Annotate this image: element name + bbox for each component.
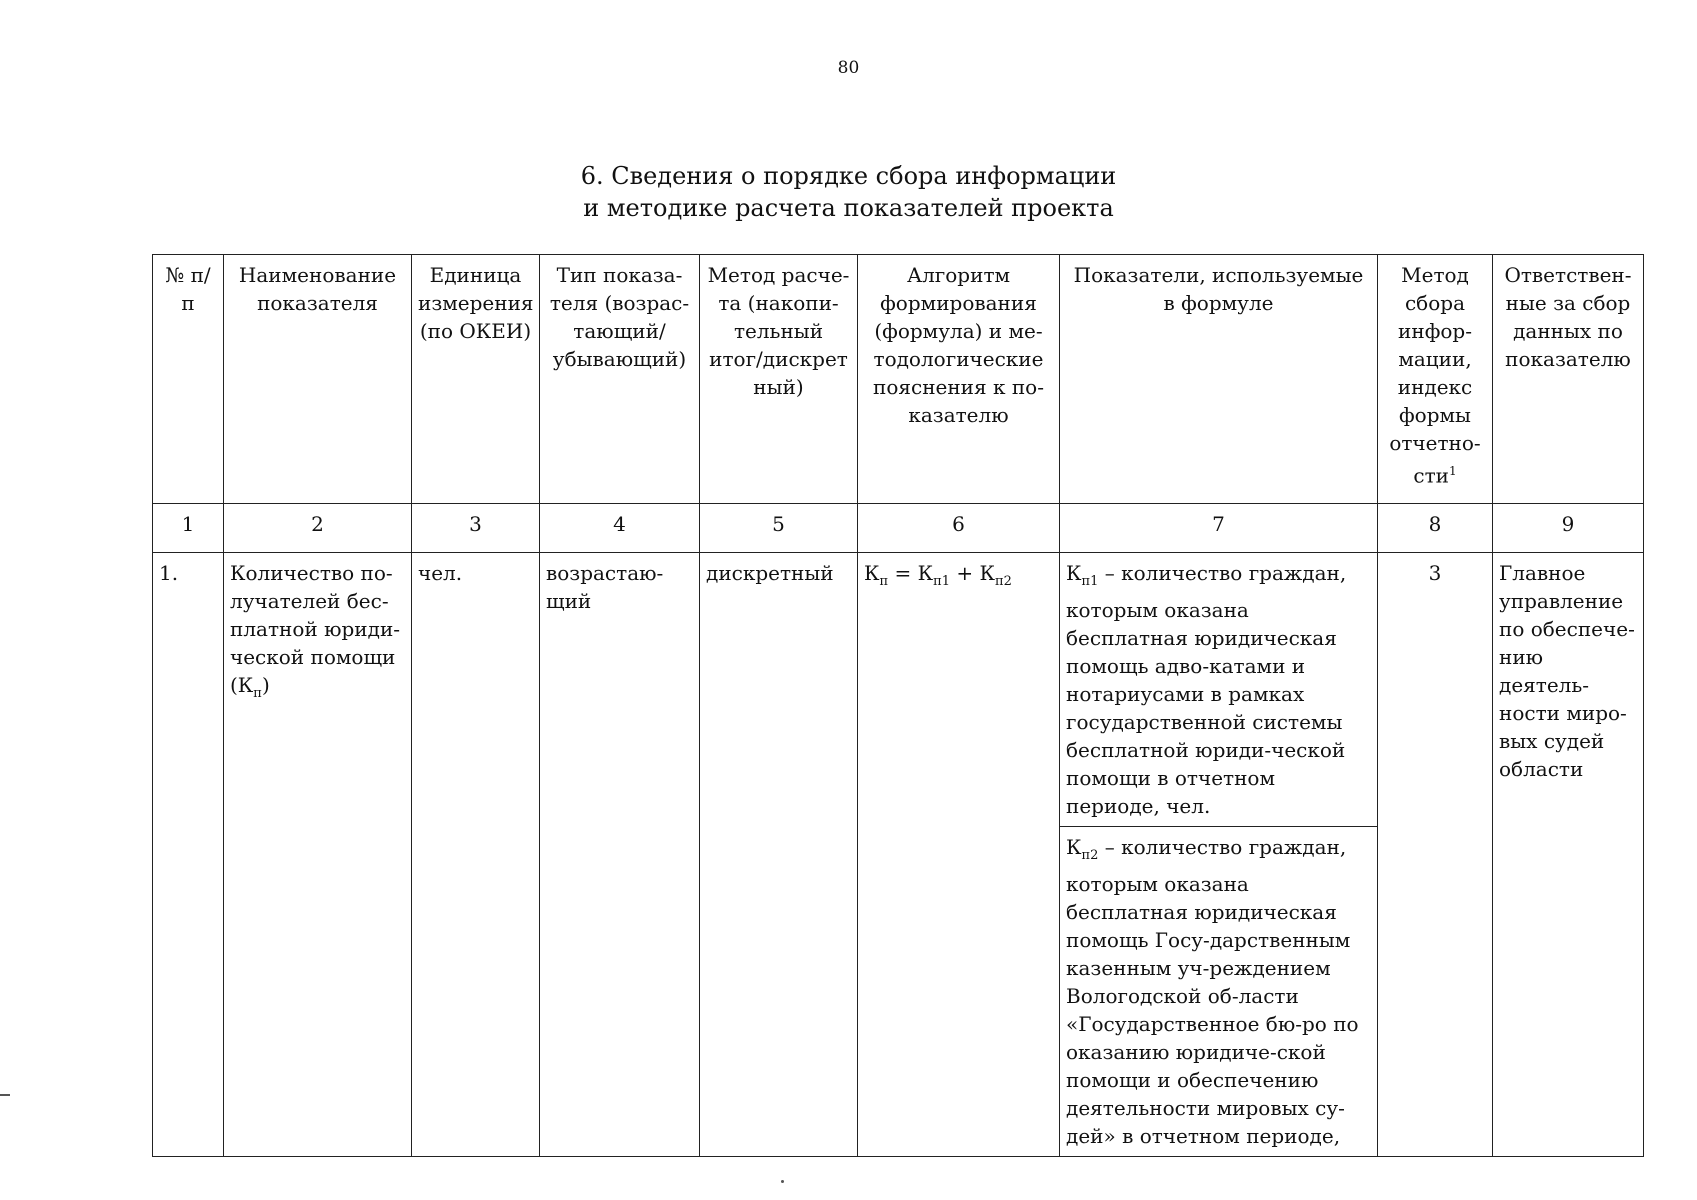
- header-name: Наименование показателя: [224, 255, 412, 504]
- header-unit: Единица измерения (по ОКЕИ): [412, 255, 540, 504]
- header-indicators: Показатели, используемые в формуле: [1060, 255, 1378, 504]
- col-number: 3: [412, 504, 540, 553]
- header-responsible: Ответствен-ные за сбор данных по показателю: [1493, 255, 1644, 504]
- row-responsible: Главное управление по обеспече-нию деятель-ности миро-вых судей области: [1493, 553, 1644, 1157]
- footnote-mark: 1: [1448, 464, 1457, 478]
- row-indicator-kp1: $К_{п1}$ – количество граждан, которым оказана бесплатная юридическая помощь адво-катами и нотариусами в рамках государственной системы бесплатной юриди-ческой помощи в отчетном периоде, чел.: [1060, 553, 1378, 827]
- col-number: 7: [1060, 504, 1378, 553]
- row-unit: чел.: [412, 553, 540, 1157]
- col-number: 4: [540, 504, 700, 553]
- column-numbers-row: [153, 504, 1644, 553]
- col-number: 2: [224, 504, 412, 553]
- col-number: 9: [1493, 504, 1644, 553]
- header-collect-text: Метод сбора инфор-мации, индекс формы отчетно-сти: [1389, 263, 1481, 488]
- header-row: [153, 255, 1644, 504]
- col-number: 5: [700, 504, 858, 553]
- row-indicator-kp2: $К_{п2}$ – количество граждан, которым оказана бесплатная юридическая помощь Госу-дарственным казенным уч-реждением Вологодской об-ласти «Государственное бю-ро по оказанию юридиче-ской помощи и обеспечению деятельности мировых су-дей» в отчетном периоде,: [1060, 827, 1378, 1157]
- header-collect: [1378, 255, 1493, 504]
- table-row: [153, 553, 1644, 827]
- row-type: возрастаю-щий: [540, 553, 700, 1157]
- row-formula: $К_п = К_{п1} + К_{п2}$: [858, 553, 1060, 1157]
- title-line-2: и методике расчета показателей проекта: [583, 194, 1114, 222]
- col-number: 6: [858, 504, 1060, 553]
- indicators-table: [152, 254, 1644, 1157]
- page-title: [0, 160, 1697, 224]
- header-method: Метод расче-та (накопи-тельный итог/дискрет ный): [700, 255, 858, 504]
- row-collect-method: 3: [1378, 553, 1493, 1157]
- page-number: 80: [837, 58, 860, 78]
- col-number: 1: [153, 504, 224, 553]
- row-num: 1.: [153, 553, 224, 1157]
- header-type: Тип показа-теля (возрас-тающий/ убывающий): [540, 255, 700, 504]
- row-indicator-name: Количество по-лучателей бес-платной юриди-ческой помощи $(К_п)$: [224, 553, 412, 1157]
- scan-mark: [0, 1094, 10, 1096]
- scan-mark: [781, 1180, 784, 1183]
- header-algorithm: Алгоритм формирования (формула) и ме-тодологические пояснения к по-казателю: [858, 255, 1060, 504]
- header-num: № п/п: [153, 255, 224, 504]
- col-number: 8: [1378, 504, 1493, 553]
- row-method: дискретный: [700, 553, 858, 1157]
- title-line-1: 6. Сведения о порядке сбора информации: [580, 162, 1117, 190]
